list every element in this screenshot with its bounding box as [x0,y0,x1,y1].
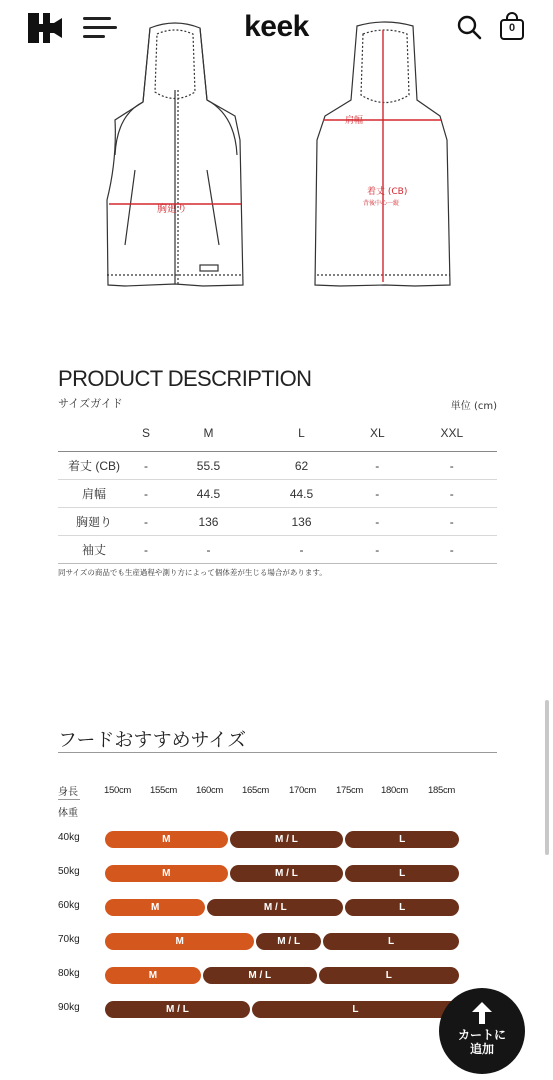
table-cell: 136 [255,508,348,536]
table-cell: 136 [162,508,255,536]
table-header-cell [58,414,130,452]
weight-row-label: 80kg [58,968,80,979]
size-diagram [95,20,465,295]
arrow-up-icon [472,1002,492,1026]
table-cell: 44.5 [162,480,255,508]
cart-button[interactable] [498,11,526,41]
table-cell: 着丈 (CB) [58,452,130,480]
size-bar: M / L [230,831,344,848]
weight-row-label: 90kg [58,1002,80,1013]
table-cell: - [130,536,162,564]
size-bar: M / L [203,967,317,984]
height-column-label: 165cm [242,785,270,796]
table-cell: - [130,508,162,536]
table-header-cell: XL [348,414,407,452]
chest-label: 胸廻り [157,204,187,215]
table-header-cell: M [162,414,255,452]
table-cell: - [348,536,407,564]
size-bar: M [105,899,205,916]
weight-row-label: 70kg [58,934,80,945]
length-sublabel: 背後中心一縦 [363,200,400,207]
table-cell: - [348,480,407,508]
table-row [58,508,497,536]
size-bar: M / L [207,899,343,916]
scrollbar[interactable] [545,700,549,855]
table-cell: 44.5 [255,480,348,508]
size-bar: L [319,967,459,984]
size-table [58,414,497,564]
length-label: 着丈 (CB) [367,187,408,197]
table-header-cell: S [130,414,162,452]
table-cell: - [407,452,497,480]
weight-row-label: 60kg [58,900,80,911]
table-row [58,480,497,508]
table-cell: - [162,536,255,564]
table-cell: 肩幅 [58,480,130,508]
size-note: 同サイズの商品でも生産過程や測り方によって個体差が生じる場合があります。 [58,568,327,577]
table-header-cell: XXL [407,414,497,452]
weight-row-label: 40kg [58,832,80,843]
table-cell: - [407,480,497,508]
size-guide-label: サイズガイド [58,397,123,410]
size-bar: L [345,865,459,882]
height-column-label: 150cm [104,785,132,796]
size-bar: M [105,831,228,848]
measure-lines [109,30,441,282]
table-cell: 62 [255,452,348,480]
unit-label: 単位 (cm) [450,401,497,412]
add-to-cart-button[interactable] [439,988,525,1074]
size-bar: L [323,933,459,950]
table-cell: - [255,536,348,564]
table-cell: - [130,480,162,508]
divider [58,752,497,753]
size-bar: M [105,967,201,984]
add-to-cart-line1: カートに [457,1028,506,1042]
size-bar: M [105,865,228,882]
table-row [58,536,497,564]
table-cell: 袖丈 [58,536,130,564]
front-view [107,23,243,286]
height-column-label: 175cm [336,785,364,796]
size-bar: L [345,831,459,848]
weight-axis-label: 体重 [58,808,78,819]
height-column-label: 185cm [428,785,456,796]
weight-row-label: 50kg [58,866,80,877]
table-row [58,452,497,480]
table-cell: - [348,452,407,480]
add-to-cart-label [439,1028,525,1056]
table-cell: 55.5 [162,452,255,480]
table-cell: - [348,508,407,536]
add-to-cart-line2: 追加 [469,1042,494,1056]
size-bar: L [345,899,459,916]
shoulder-label: 肩幅 [345,116,364,126]
height-column-label: 160cm [196,785,224,796]
recommend-title: フードおすすめサイズ [58,729,247,751]
table-cell: 胸廻り [58,508,130,536]
brand-name[interactable]: keek [244,10,309,43]
section-title: PRODUCT DESCRIPTION [58,366,312,391]
size-bar: M / L [256,933,321,950]
size-bar: M [105,933,254,950]
table-header-cell: L [255,414,348,452]
height-column-label: 180cm [381,785,409,796]
divider [58,799,80,800]
size-bar: M / L [230,865,344,882]
size-bar: M / L [105,1001,250,1018]
table-header-row [58,414,497,452]
table-cell: - [407,536,497,564]
cart-count: 0 [508,22,516,34]
height-column-label: 155cm [150,785,178,796]
height-column-label: 170cm [289,785,317,796]
size-bar: L [252,1001,459,1018]
table-cell: - [130,452,162,480]
table-cell: - [407,508,497,536]
height-axis-label: 身長 [58,787,78,798]
